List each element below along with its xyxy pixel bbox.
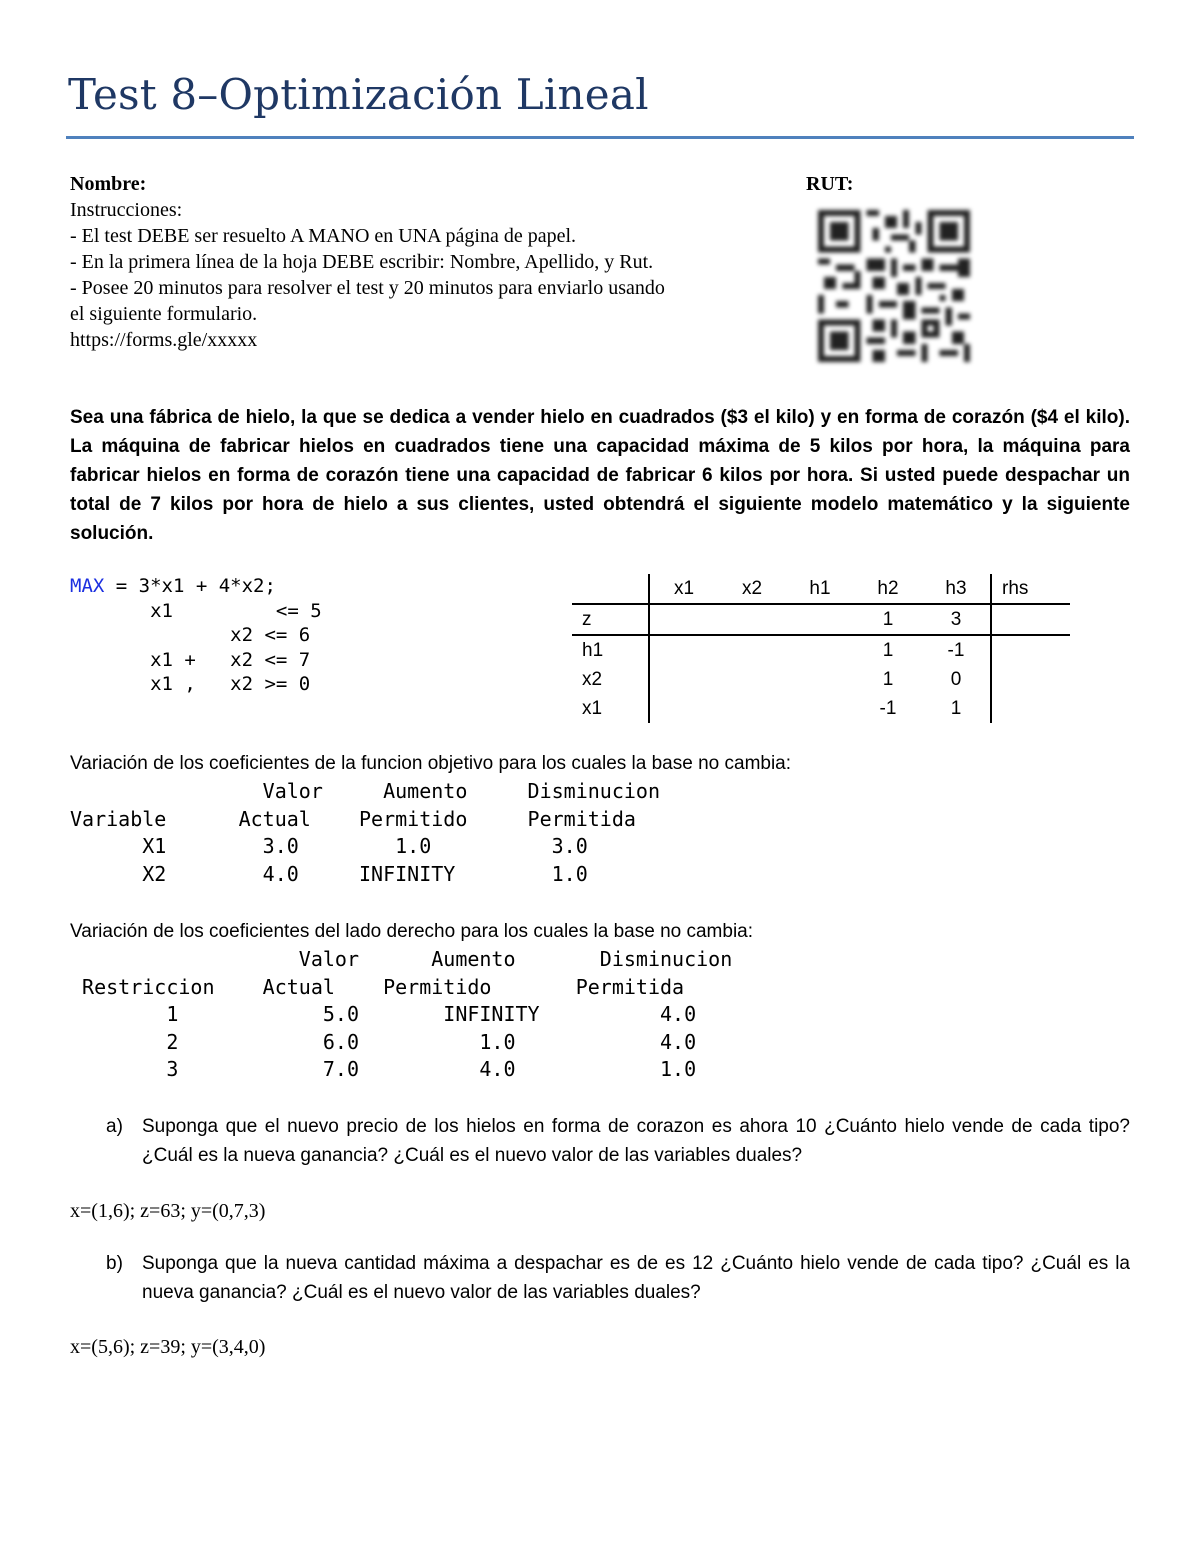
model-constraint: x1 + x2 <= 7	[70, 648, 311, 671]
sensitivity-line: X1 3.0 1.0 3.0	[70, 834, 588, 858]
sensitivity-line: X2 4.0 INFINITY 1.0	[70, 861, 588, 886]
objective-sensitivity-heading: Variación de los coeficientes de la funcion objetivo para los cuales la base no cambia:	[70, 753, 792, 774]
tableau-row	[572, 665, 1070, 694]
tableau-cell	[786, 665, 854, 694]
tableau-cell	[991, 635, 1070, 665]
tableau-header-cell	[572, 574, 649, 604]
rut-label: RUT:	[806, 173, 854, 195]
tableau-row-label: z	[572, 604, 649, 635]
instructions-label: Instrucciones:	[70, 199, 183, 221]
question-a	[106, 1112, 1130, 1170]
tableau-cell	[991, 694, 1070, 723]
tableau-cell: 0	[950, 668, 962, 690]
tableau-cell: 1	[950, 697, 962, 719]
tableau-cell	[718, 665, 786, 694]
tableau-cell: -1	[879, 697, 897, 719]
tableau-header-cell: h1	[786, 574, 854, 604]
rhs-sensitivity-table	[70, 946, 732, 1084]
tableau-row	[572, 604, 1070, 635]
objective-sensitivity-table	[70, 778, 660, 888]
model-objective-line	[70, 574, 322, 599]
name-label: Nombre:	[70, 173, 147, 195]
sensitivity-line: 2 6.0 1.0 4.0	[70, 1029, 697, 1054]
tableau-row-label: x1	[582, 697, 603, 719]
answer-a: x=(1,6); z=63; y=(0,7,3)	[70, 1200, 266, 1222]
tableau-header-cell: x1	[649, 574, 718, 604]
problem-statement: Sea una fábrica de hielo, la que se dedica a vender hielo en cuadrados ($3 el kilo) y en forma de corazón ($4 el kilo). La máquina de fabricar hielos en cuadrados tiene una capacidad máxima de 5 kilos por hora, la máquina para fabricar hielos en forma de corazón tiene una capacidad de fabricar 6 kilos por hora. Si usted puede despachar un total de 7 kilos por hora de hielo a sus clientes, usted obtendrá el siguiente modelo matemático y la siguiente solución.	[70, 407, 1130, 544]
tableau-header-cell: rhs	[991, 574, 1070, 604]
sensitivity-line: 1 5.0 INFINITY 4.0	[70, 1002, 697, 1026]
tableau-cell	[786, 604, 854, 635]
tableau-cell	[649, 635, 718, 665]
tableau-cell: 1	[882, 639, 894, 661]
question-label: a)	[106, 1116, 123, 1137]
instruction-line: - En la primera línea de la hoja DEBE escribir: Nombre, Apellido, y Rut.	[70, 251, 654, 273]
model-constraint: x1 , x2 >= 0	[70, 673, 311, 695]
question-text: Suponga que el nuevo precio de los hielos en forma de corazon es ahora 10 ¿Cuánto hielo vende de cada tipo? ¿Cuál es la nueva ganancia? ¿Cuál es el nuevo valor de las variables duales?	[142, 1116, 1130, 1166]
sensitivity-line: 3 7.0 4.0 1.0	[70, 1057, 697, 1081]
tableau-header-cell: h3	[922, 574, 991, 604]
tableau-cell	[649, 665, 718, 694]
sensitivity-line: Valor Aumento Disminucion	[70, 779, 661, 803]
tableau-header-cell: h2	[854, 574, 922, 604]
instruction-line: - El test DEBE ser resuelto A MANO en UNA página de papel.	[70, 225, 577, 247]
simplex-tableau	[572, 574, 1070, 723]
tableau-cell: -1	[947, 639, 965, 661]
tableau-cell	[786, 694, 854, 723]
tableau-cell	[718, 604, 786, 635]
question-text: Suponga que la nueva cantidad máxima a despachar es de es 12 ¿Cuánto hielo vende de cada tipo? ¿Cuál es la nueva ganancia? ¿Cuál es el nuevo valor de las variables duales?	[142, 1253, 1130, 1303]
tableau-cell	[991, 665, 1070, 694]
tableau-cell	[718, 694, 786, 723]
tableau-row-label: h1	[582, 639, 604, 661]
model-constraint: x1 <= 5	[70, 599, 322, 622]
tableau-cell	[786, 635, 854, 665]
tableau-cell: 1	[882, 668, 894, 690]
sensitivity-line: Valor Aumento Disminucion	[70, 947, 733, 971]
model-constraint: x2 <= 6	[70, 624, 311, 646]
instructions-block	[70, 197, 665, 353]
max-keyword: MAX	[70, 575, 105, 597]
tableau-cell: 1	[854, 604, 922, 635]
question-label: b)	[106, 1253, 123, 1274]
sensitivity-line: Restriccion Actual Permitido Permitida	[70, 974, 685, 999]
tableau-cell	[718, 635, 786, 665]
tableau-row-label: x2	[582, 668, 603, 690]
tableau-row	[572, 694, 1070, 723]
tableau-header-row	[572, 574, 1070, 604]
question-b	[106, 1249, 1130, 1307]
sensitivity-line: Variable Actual Permitido Permitida	[70, 806, 636, 831]
lp-model	[70, 574, 322, 697]
qr-code-image	[818, 210, 970, 362]
tableau-cell	[649, 604, 718, 635]
tableau-cell	[649, 694, 718, 723]
page-title: Test 8–Optimización Lineal	[68, 70, 649, 119]
objective-expression: = 3*x1 + 4*x2;	[104, 575, 276, 597]
instruction-line: - Posee 20 minutos para resolver el test y 20 minutos para enviarlo usando	[70, 277, 665, 299]
tableau-cell: 3	[922, 604, 991, 635]
tableau-row	[572, 635, 1070, 665]
rhs-sensitivity-heading: Variación de los coeficientes del lado derecho para los cuales la base no cambia:	[70, 921, 754, 942]
tableau-cell	[991, 604, 1070, 635]
answer-b: x=(5,6); z=39; y=(3,4,0)	[70, 1336, 266, 1358]
tableau-header-cell: x2	[718, 574, 786, 604]
instruction-line: el siguiente formulario.	[70, 303, 258, 325]
form-url: https://forms.gle/xxxxx	[70, 329, 258, 351]
title-underline	[66, 136, 1134, 139]
